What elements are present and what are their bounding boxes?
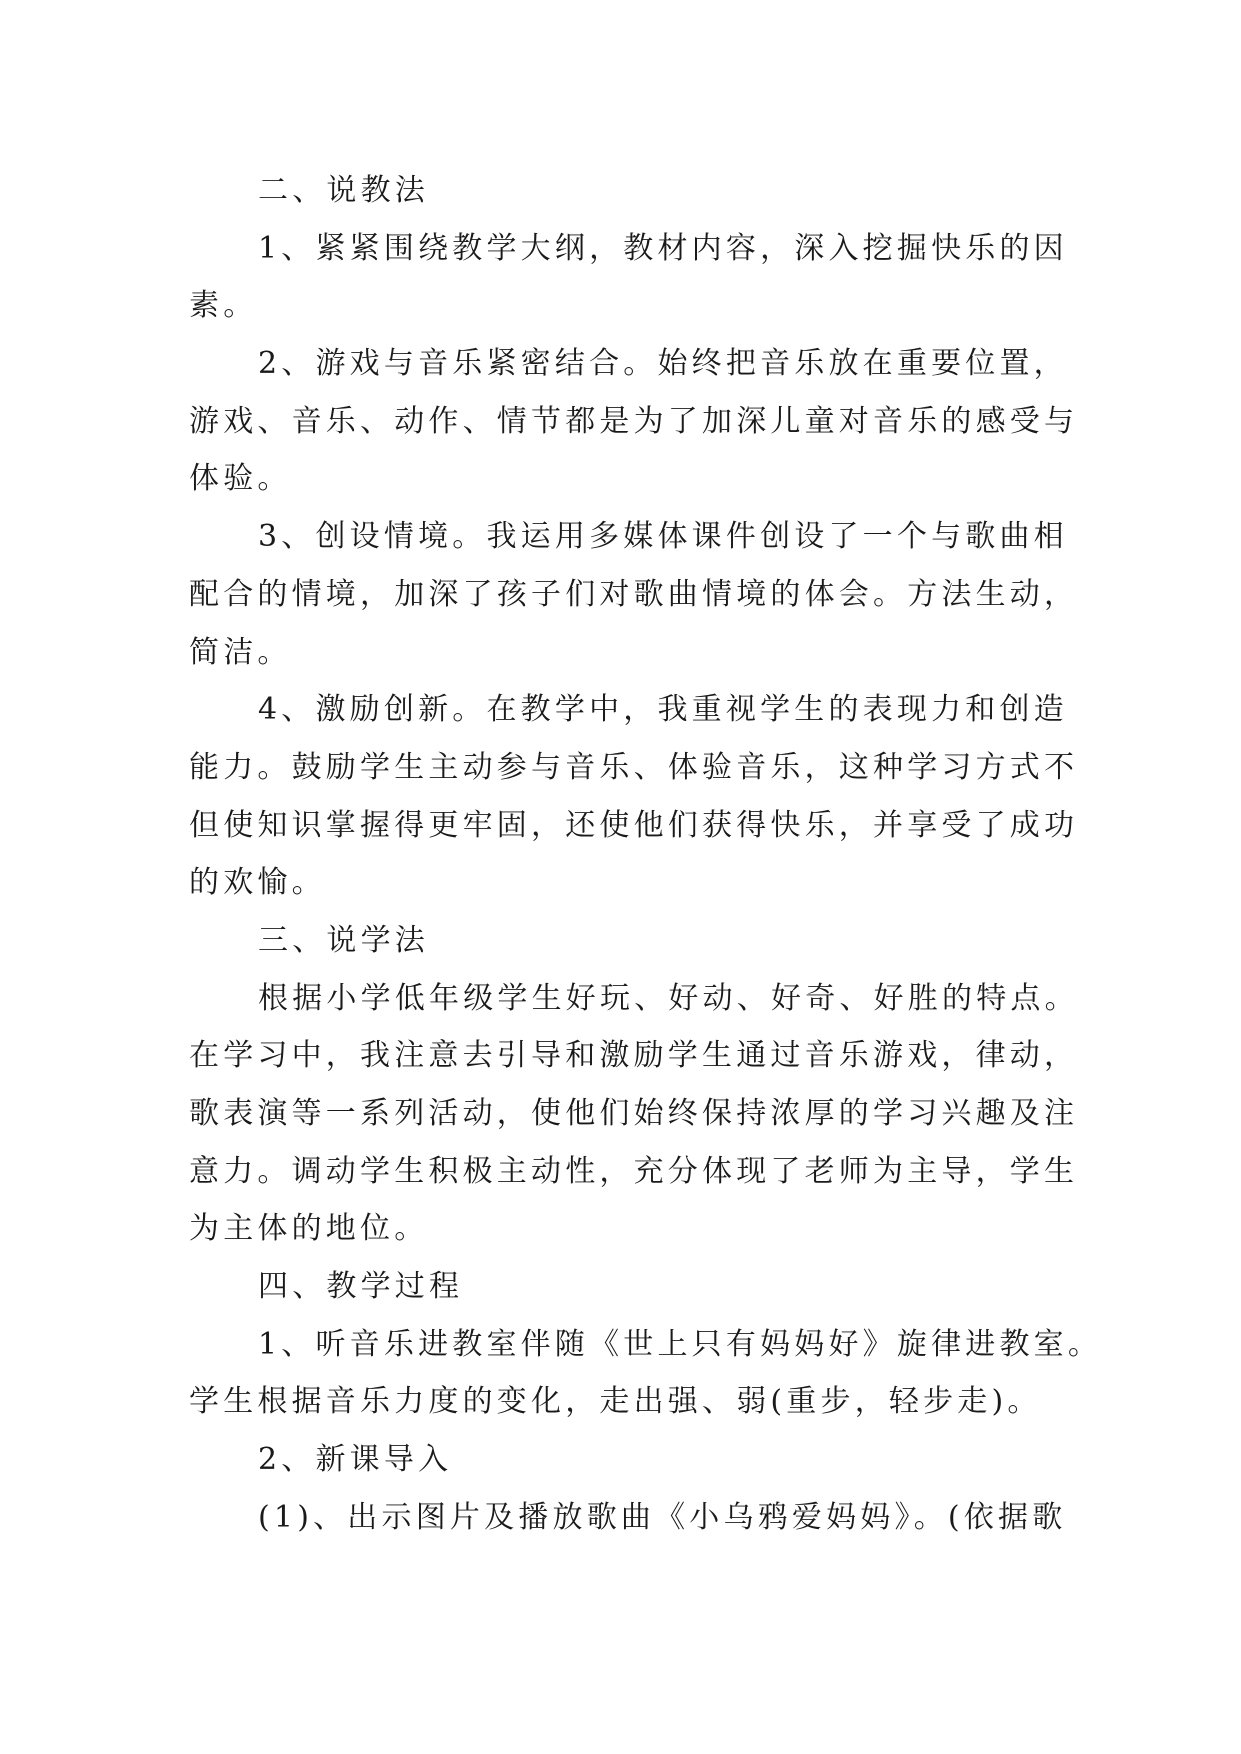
text-line: 三、说学法: [258, 922, 429, 958]
text-line: 意力。调动学生积极主动性，充分体现了老师为主导，学生: [189, 1153, 1079, 1189]
heading-learning-methods: [189, 912, 1079, 970]
text-line: 2、游戏与音乐紧密结合。始终把音乐放在重要位置，: [258, 346, 1068, 382]
text-line: 游戏、音乐、动作、情节都是为了加深儿童对音乐的感受与: [189, 403, 1079, 439]
paragraph: [189, 220, 1079, 335]
paragraph: [189, 508, 1079, 681]
text-line: 的欢愉。: [189, 865, 326, 901]
heading-teaching-process: [189, 1258, 1079, 1316]
text-line: 体验。: [189, 461, 292, 497]
text-line: 1、紧紧围绕教学大纲，教材内容，深入挖掘快乐的因: [258, 230, 1068, 266]
paragraph: [189, 1316, 1103, 1431]
text-line: 3、创设情境。我运用多媒体课件创设了一个与歌曲相: [258, 519, 1068, 555]
document-body: [189, 162, 1103, 1547]
paragraph: [189, 335, 1079, 508]
text-line: 素。: [189, 288, 258, 324]
text-line: 二、说教法: [258, 173, 429, 208]
paragraph: [189, 1431, 1079, 1489]
text-line: 学生根据音乐力度的变化，走出强、弱(重步，轻步走)。: [189, 1384, 1042, 1420]
text-line: 配合的情境，加深了孩子们对歌曲情境的体会。方法生动，: [189, 576, 1079, 612]
text-line: 根据小学低年级学生好玩、好动、好奇、好胜的特点。: [258, 980, 1079, 1016]
text-line: 四、教学过程: [258, 1269, 464, 1305]
text-line: 为主体的地位。: [189, 1211, 429, 1247]
text-line: 2、新课导入: [258, 1442, 453, 1478]
paragraph: [189, 1489, 1079, 1547]
text-line: 4、激励创新。在教学中，我重视学生的表现力和创造: [258, 692, 1068, 728]
text-line: 1、听音乐进教室伴随《世上只有妈妈好》旋律进教室。: [258, 1326, 1103, 1362]
paragraph: [189, 681, 1079, 912]
text-line: (1)、出示图片及播放歌曲《小乌鸦爱妈妈》。(依据歌: [258, 1499, 1067, 1535]
text-line: 简洁。: [189, 634, 292, 670]
text-line: 能力。鼓励学生主动参与音乐、体验音乐，这种学习方式不: [189, 749, 1079, 785]
heading-teaching-methods: [189, 162, 1079, 220]
text-line: 但使知识掌握得更牢固，还使他们获得快乐，并享受了成功: [189, 807, 1079, 843]
text-line: 在学习中，我注意去引导和激励学生通过音乐游戏，律动，: [189, 1038, 1079, 1074]
text-line: 歌表演等一系列活动，使他们始终保持浓厚的学习兴趣及注: [189, 1096, 1079, 1131]
paragraph: [189, 970, 1079, 1258]
